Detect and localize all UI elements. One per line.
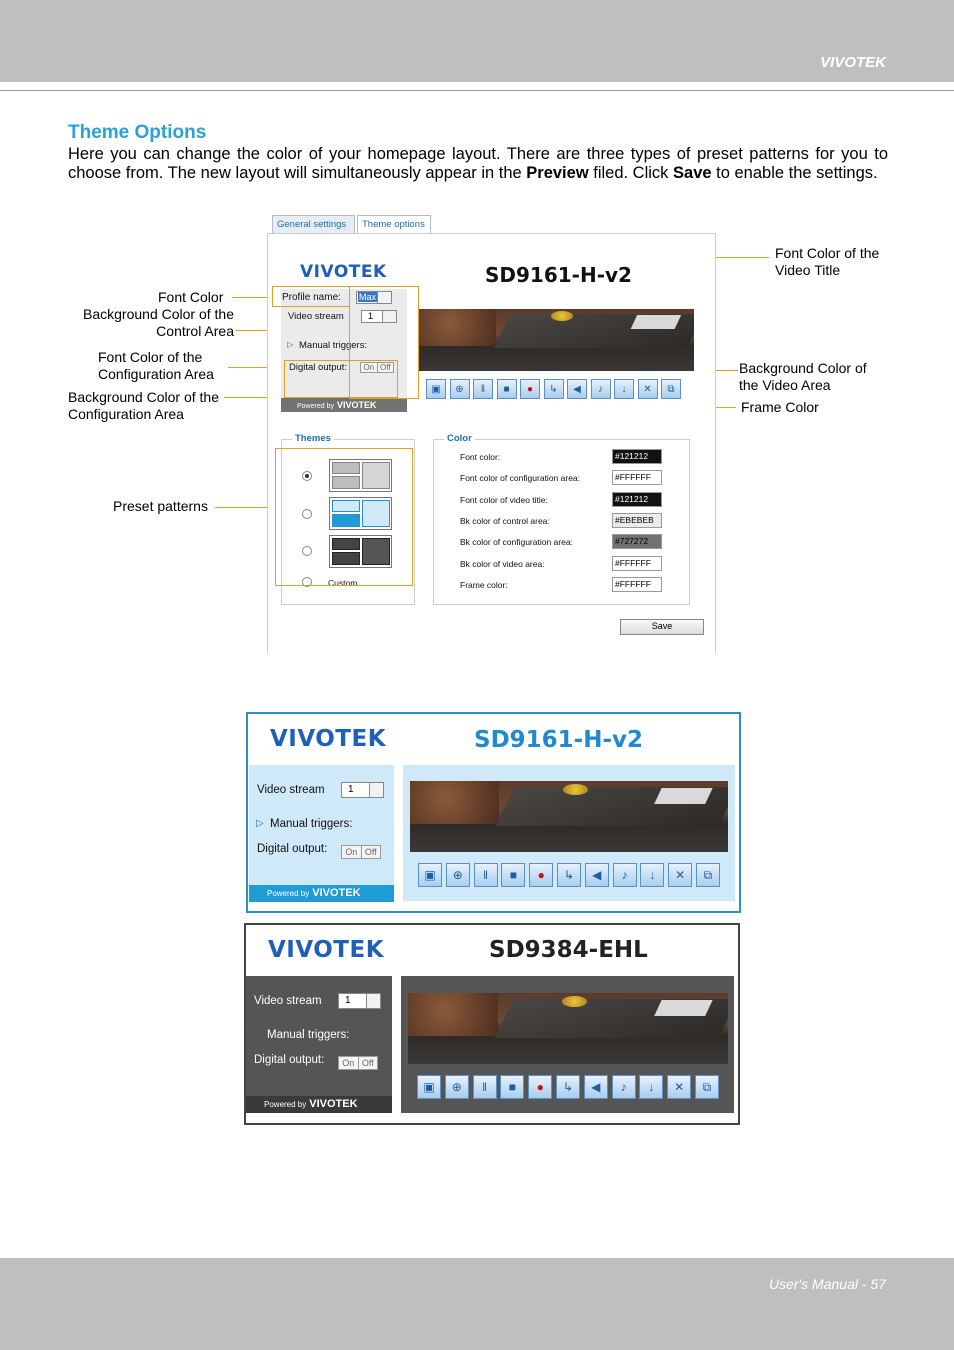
color-legend: Color [444,433,475,444]
preview-blue-toggle[interactable] [341,845,381,859]
header-brand: VIVOTEK [820,54,886,71]
tab-theme-options[interactable]: Theme options [357,215,431,234]
section-title: Theme Options [68,122,207,143]
digital-output-label: Digital output: [289,362,348,373]
preview-dark-powered [246,1096,392,1113]
preview-dark-video-stream: Video stream [254,995,322,1007]
manual-triggers-label: Manual triggers: [299,340,368,351]
fullscreen-icon[interactable]: ⧉ [661,379,681,399]
page-number: User's Manual - 57 [768,1276,886,1292]
tab-general-settings[interactable]: General settings [272,215,355,234]
zoom-icon[interactable]: ⊕ [446,863,470,887]
color-row-label: Bk color of video area: [460,558,545,569]
pan-icon[interactable]: ↳ [556,1075,580,1099]
profile-select-value: Max [359,292,377,302]
intro-paragraph [68,145,888,183]
color-value-input[interactable]: #121212 [612,449,662,464]
mic-icon[interactable]: ♪ [591,379,611,399]
page-footer [0,1258,954,1350]
custom-label: Custom [328,578,358,588]
powered-by-brand: VIVOTEK [336,400,377,410]
intro-text-3: to enable the settings. [711,164,878,182]
preview-dark-digital-output: Digital output: [254,1054,325,1066]
highlight-config-area [284,360,398,398]
preview-dark-stream-select[interactable]: 1 [338,993,381,1009]
preview-blue-powered [249,885,394,902]
preview-blue-logo: VIVOTEK [270,726,387,752]
fullscreen-icon[interactable]: ⧉ [695,1075,719,1099]
preview-dark-logo: VIVOTEK [268,937,385,963]
callout-font-config: Font Color of the Configuration Area [98,349,214,382]
pause-icon[interactable]: ‖ [473,379,493,399]
off-button[interactable]: Off [379,363,391,372]
save-button[interactable]: Save [620,619,704,635]
preview-blue-triggers-arrow-icon: ▷ [256,818,264,829]
powered-by-text: Powered by [297,403,334,410]
preview-blue-video-stream: Video stream [257,784,325,796]
callout-font-color: Font Color [158,289,224,305]
preview-blue-on[interactable]: On [342,846,362,858]
zoom-icon[interactable]: ⊕ [445,1075,469,1099]
preview-dark-powered-text: Powered by [264,1100,307,1109]
preview-blue-off[interactable]: Off [364,847,377,857]
intro-text-2: filed. Click [588,164,674,182]
callout-bk-config: Background Color of the Configuration Area [68,389,219,422]
powered-by-bar [281,398,407,412]
themes-legend: Themes [292,433,334,444]
leader-font-color [232,297,272,298]
intro-bold-preview: Preview [526,164,589,182]
preview-blue-control-area [249,765,394,885]
pause-icon[interactable]: ‖ [473,1075,497,1099]
video-stream-select[interactable]: 1 [361,310,397,323]
highlight-preset-patterns [275,448,413,586]
download-icon[interactable]: ↓ [639,1075,663,1099]
preview-dark-toggle[interactable] [338,1056,378,1070]
fullscreen-icon[interactable]: ⧉ [696,863,720,887]
mute-mic-icon[interactable]: ✕ [638,379,658,399]
callout-preset: Preset patterns [113,498,208,514]
preview-blue-stream-select[interactable]: 1 [341,782,384,798]
record-icon[interactable]: ● [529,863,553,887]
preview-blue [246,712,741,913]
color-value-input[interactable]: #121212 [612,492,662,507]
color-value-input[interactable]: #EBEBEB [612,513,662,528]
preview-blue-powered-text: Powered by [267,889,310,898]
preview-dark-control-area [246,976,392,1096]
preview-blue-title: SD9161-H-v2 [474,727,644,753]
preview-dark-powered-brand: VIVOTEK [309,1098,358,1110]
color-row-label: Font color: [460,452,501,462]
preview-dark-video [408,993,728,1064]
color-value-input[interactable]: #FFFFFF [612,577,662,592]
intro-bold-save: Save [673,164,712,182]
color-row-label: Bk color of control area: [460,515,550,526]
pan-icon[interactable]: ↳ [544,379,564,399]
preview-blue-manual-triggers: Manual triggers: [270,818,353,830]
record-icon[interactable]: ● [528,1075,552,1099]
color-value-input[interactable]: #727272 [612,534,662,549]
preview-dark-icon-bar [417,1075,723,1099]
preview-blue-powered-brand: VIVOTEK [312,887,361,899]
header-rule [0,90,954,91]
preview-dark-triggers-arrow-icon: ▷ [253,1029,261,1040]
camera-icon[interactable]: ▣ [417,1075,441,1099]
preview-dark [244,923,740,1125]
color-row-label: Bk color of configuration area: [460,537,573,548]
pause-icon[interactable]: ‖ [474,863,498,887]
preview-dark-title: SD9384-EHL [489,937,648,963]
intro-text-1: Here you can change the color of your homepage layout. There are three types of preset patterns for you to choose from. The new layout will simultaneously appear in the [68,145,888,182]
pan-icon[interactable]: ↳ [557,863,581,887]
mute-mic-icon[interactable]: ✕ [668,863,692,887]
color-value-input[interactable]: #FFFFFF [612,556,662,571]
mic-icon[interactable]: ♪ [612,1075,636,1099]
profile-name-label: Profile name: [282,292,341,303]
speaker-icon[interactable]: ◀ [567,379,587,399]
camera-icon[interactable]: ▣ [418,863,442,887]
vivotek-logo: VIVOTEK [300,262,387,282]
color-row-label: Font color of video title: [460,494,548,505]
record-icon[interactable]: ● [520,379,540,399]
color-value-input[interactable]: #FFFFFF [612,470,662,485]
mute-mic-icon[interactable]: ✕ [667,1075,691,1099]
video-image [419,309,694,371]
stop-icon[interactable]: ■ [497,379,517,399]
video-title: SD9161-H-v2 [485,263,632,287]
preview-blue-video-image [410,781,728,852]
color-row-label: Font color of configuration area: [460,473,581,484]
mic-icon[interactable]: ♪ [613,863,637,887]
download-icon[interactable]: ↓ [614,379,634,399]
zoom-icon[interactable]: ⊕ [450,379,470,399]
control-icon-bar [426,379,685,399]
highlight-profile [272,286,350,307]
preview-dark-off[interactable]: Off [361,1058,374,1068]
preview-blue-digital-output: Digital output: [257,843,328,855]
callout-frame-color: Frame Color [741,399,819,415]
speaker-icon[interactable]: ◀ [584,1075,608,1099]
speaker-icon[interactable]: ◀ [585,863,609,887]
stop-icon[interactable]: ■ [500,1075,524,1099]
preview-blue-video [410,781,728,852]
callout-font-video-title: Font Color of the Video Title [775,245,880,278]
leader-preset [215,507,275,508]
video-area [419,309,694,371]
camera-icon[interactable]: ▣ [426,379,446,399]
page-header [0,0,954,82]
on-button[interactable]: On [361,363,378,372]
stop-icon[interactable]: ■ [501,863,525,887]
callout-bk-control: Background Color of the Control Area [83,306,234,339]
preview-dark-video-image [408,993,728,1064]
download-icon[interactable]: ↓ [640,863,664,887]
video-stream-label: Video stream [288,311,344,322]
preview-blue-icon-bar [418,863,724,887]
preview-dark-on[interactable]: On [339,1057,359,1069]
triggers-arrow-icon: ▷ [287,340,294,349]
callout-bk-video: Background Color of the Video Area [739,360,867,393]
color-row-label: Frame color: [460,579,508,590]
preview-dark-manual-triggers: Manual triggers: [267,1029,350,1041]
